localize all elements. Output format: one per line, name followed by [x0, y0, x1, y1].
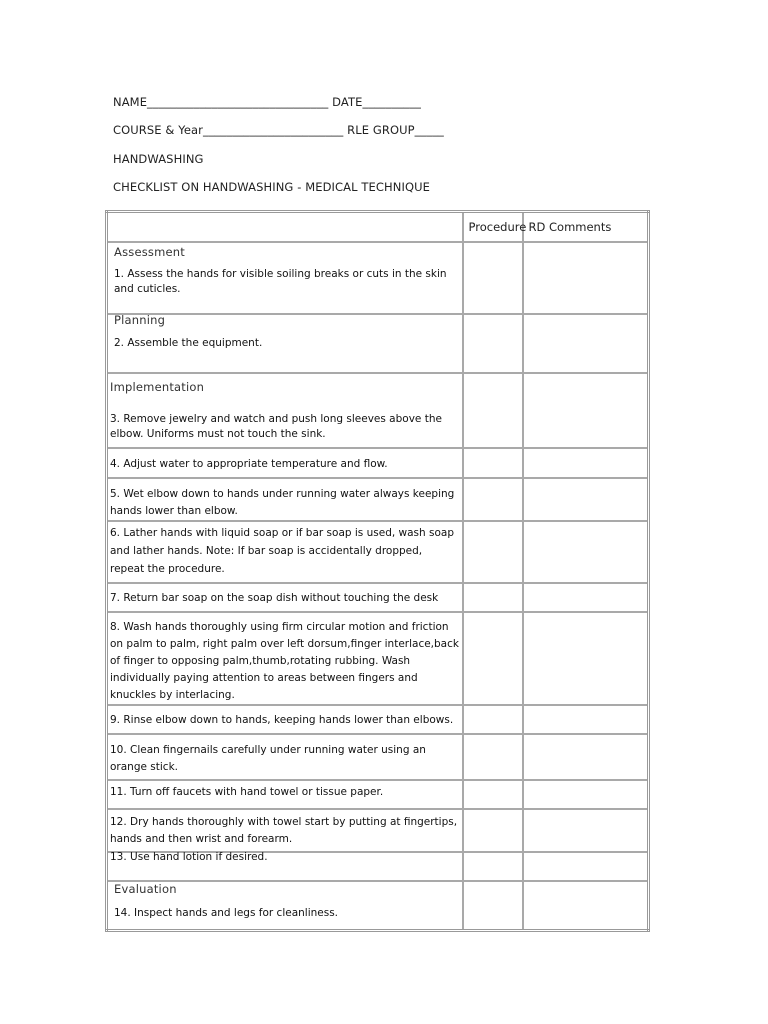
- table-row: [107, 780, 649, 809]
- procedure-column-header: Procedure: [463, 212, 523, 242]
- step-cell: [107, 852, 463, 881]
- step-cell: [107, 881, 463, 931]
- procedure-cell[interactable]: [463, 242, 523, 314]
- step-4: 4. Adjust water to appropriate temperature and flow.: [110, 457, 388, 470]
- step-cell: [107, 478, 463, 521]
- table-row: [107, 583, 649, 612]
- table-row: [107, 881, 649, 931]
- step-cell: [107, 612, 463, 705]
- procedure-cell[interactable]: [463, 521, 523, 583]
- procedure-cell[interactable]: [463, 314, 523, 373]
- section-implementation: Implementation: [110, 379, 205, 394]
- table-row: [107, 242, 649, 314]
- rd-comments-cell[interactable]: [523, 242, 649, 314]
- table-row: [107, 448, 649, 478]
- rd-comments-cell[interactable]: [523, 373, 649, 448]
- name-date-line[interactable]: NAME_______________________________ DATE__________: [113, 95, 421, 109]
- checklist-table: [105, 210, 650, 932]
- step-cell: [107, 780, 463, 809]
- step-cell: [107, 242, 463, 314]
- procedure-cell[interactable]: [463, 734, 523, 780]
- step-14: 14. Inspect hands and legs for cleanliness.: [114, 906, 339, 919]
- table-row: [107, 852, 649, 881]
- header-blank-cell: [107, 212, 463, 242]
- rd-comments-cell[interactable]: [523, 314, 649, 373]
- procedure-cell[interactable]: [463, 612, 523, 705]
- step-7: 7. Return bar soap on the soap dish without touching the desk: [110, 591, 439, 604]
- procedure-cell[interactable]: [463, 809, 523, 852]
- step-9: 9. Rinse elbow down to hands, keeping hands lower than elbows.: [110, 713, 454, 726]
- step-cell: [107, 314, 463, 373]
- procedure-cell[interactable]: [463, 583, 523, 612]
- rd-comments-cell[interactable]: [523, 852, 649, 881]
- procedure-cell[interactable]: [463, 852, 523, 881]
- rd-comments-column-header: RD Comments: [523, 212, 649, 242]
- topic-heading: HANDWASHING: [113, 152, 204, 166]
- checklist-title: CHECKLIST ON HANDWASHING - MEDICAL TECHNIQUE: [113, 180, 430, 194]
- rd-comments-cell[interactable]: [523, 809, 649, 852]
- step-cell: [107, 521, 463, 583]
- step-cell: [107, 809, 463, 852]
- rd-comments-cell[interactable]: [523, 612, 649, 705]
- rd-comments-cell[interactable]: [523, 448, 649, 478]
- section-planning: Planning: [114, 312, 166, 327]
- table-row: [107, 373, 649, 448]
- procedure-cell[interactable]: [463, 478, 523, 521]
- procedure-cell[interactable]: [463, 373, 523, 448]
- rd-comments-cell[interactable]: [523, 881, 649, 931]
- step-cell: [107, 734, 463, 780]
- step-cell: [107, 583, 463, 612]
- step-5: 5. Wet elbow down to hands under running water always keeping hands lower than elbow.: [110, 487, 455, 517]
- step-10: 10. Clean fingernails carefully under running water using an orange stick.: [110, 743, 426, 773]
- step-2: 2. Assemble the equipment.: [114, 336, 263, 349]
- rd-comments-cell[interactable]: [523, 521, 649, 583]
- procedure-cell[interactable]: [463, 881, 523, 931]
- rd-comments-cell[interactable]: [523, 780, 649, 809]
- step-1: 1. Assess the hands for visible soiling breaks or cuts in the skin and cuticles.: [114, 267, 447, 295]
- step-11: 11. Turn off faucets with hand towel or tissue paper.: [110, 785, 384, 798]
- table-row: [107, 612, 649, 705]
- procedure-cell[interactable]: [463, 705, 523, 734]
- step-12: 12. Dry hands thoroughly with towel start by putting at fingertips, hands and then wrist and forearm.: [110, 815, 458, 845]
- step-cell: [107, 373, 463, 448]
- step-3: 3. Remove jewelry and watch and push long sleeves above the elbow. Uniforms must not touch the sink.: [110, 412, 442, 440]
- table-row: [107, 478, 649, 521]
- procedure-cell[interactable]: [463, 448, 523, 478]
- section-evaluation: Evaluation: [114, 881, 177, 896]
- step-cell: [107, 705, 463, 734]
- rd-comments-cell[interactable]: [523, 583, 649, 612]
- step-6: 6. Lather hands with liquid soap or if bar soap is used, wash soap and lather hands. Note: If bar soap is accidentally dropped, repeat the procedure.: [110, 526, 455, 575]
- table-row: [107, 705, 649, 734]
- table-row: [107, 809, 649, 852]
- table-row: [107, 314, 649, 373]
- rd-comments-cell[interactable]: [523, 734, 649, 780]
- course-group-line[interactable]: COURSE & Year________________________ RLE GROUP_____: [113, 123, 444, 137]
- table-row: [107, 734, 649, 780]
- section-assessment: Assessment: [114, 244, 185, 259]
- table-header-row: [107, 212, 649, 242]
- table-row: [107, 521, 649, 583]
- step-8: 8. Wash hands thoroughly using firm circular motion and friction on palm to palm, right palm over left dorsum,finger interlace,back of finger to opposing palm,thumb,rotating rubbing. Wash individually paying attention to areas between fingers and knuckles by interlacing.: [110, 620, 459, 701]
- step-13: 13. Use hand lotion if desired.: [110, 850, 268, 863]
- step-cell: [107, 448, 463, 478]
- procedure-cell[interactable]: [463, 780, 523, 809]
- rd-comments-cell[interactable]: [523, 705, 649, 734]
- rd-comments-cell[interactable]: [523, 478, 649, 521]
